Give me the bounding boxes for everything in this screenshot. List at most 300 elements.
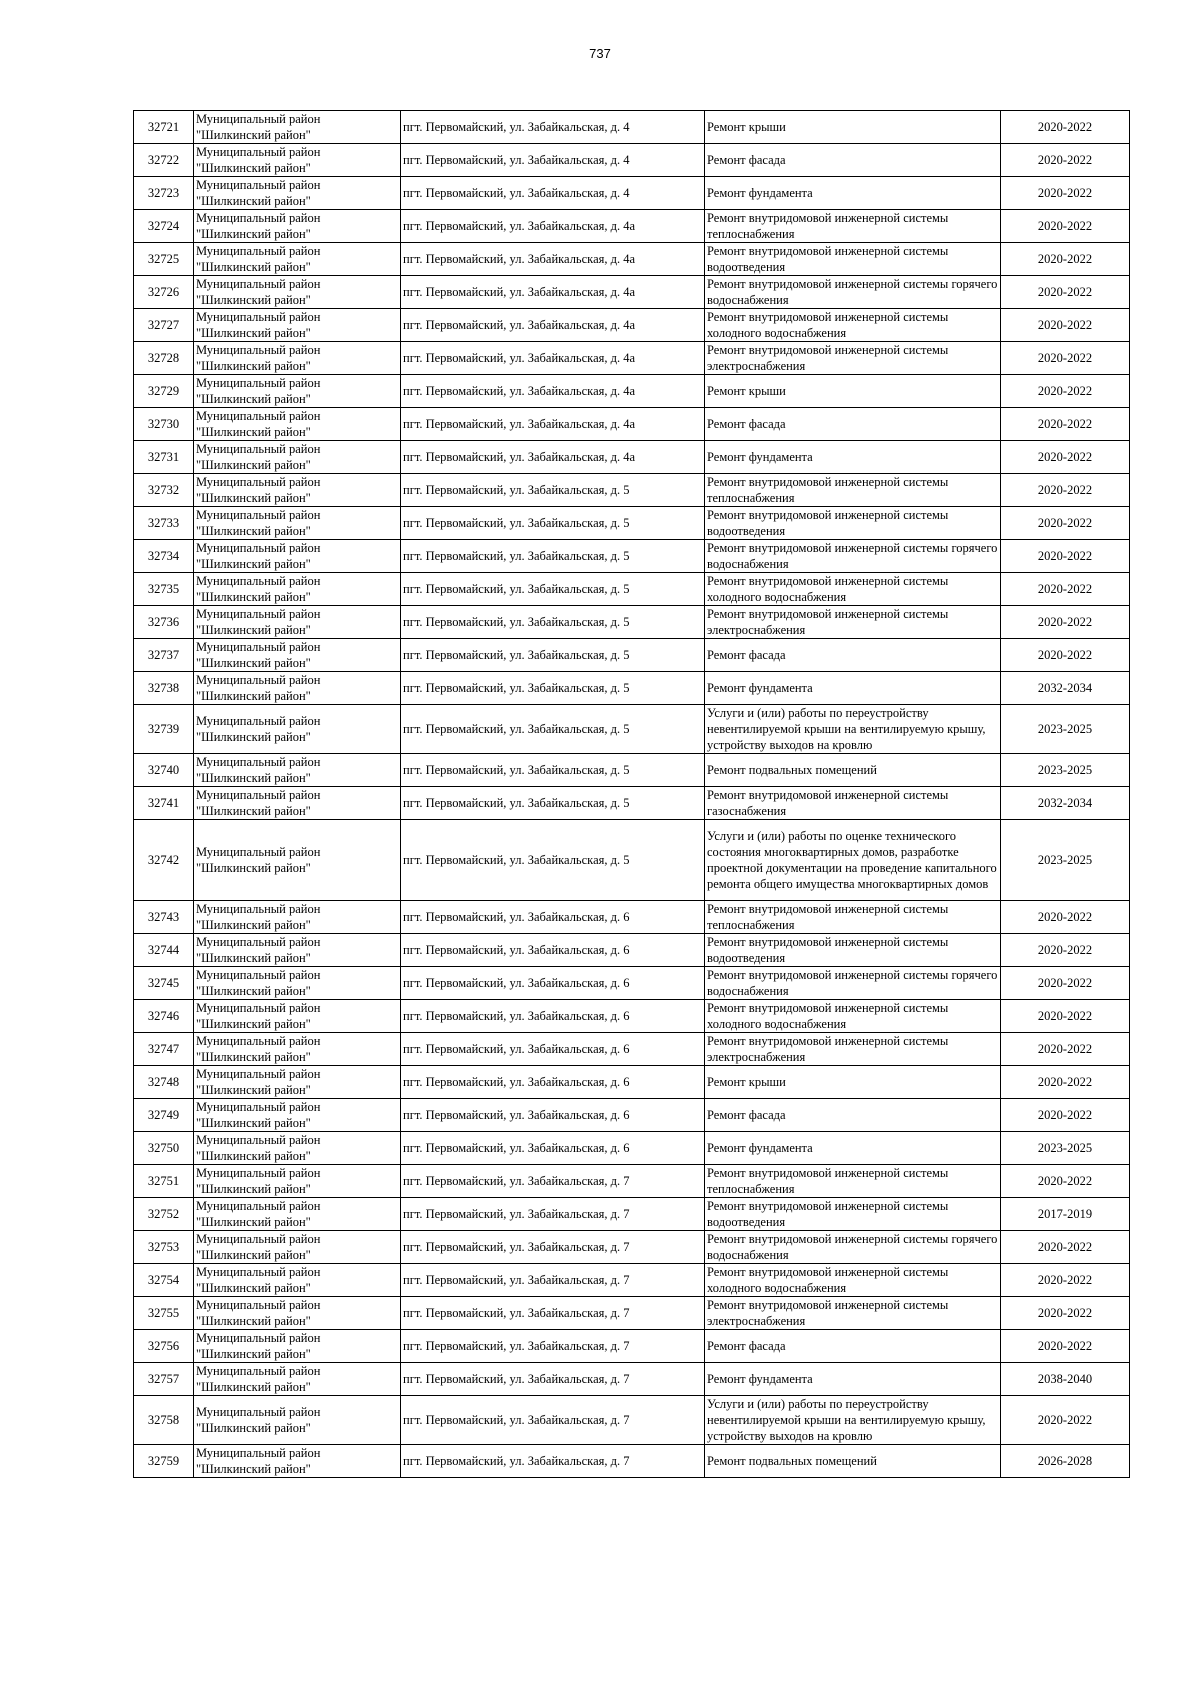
municipality-cell xyxy=(194,705,401,754)
table-row xyxy=(134,705,1130,754)
municipality-cell-text: Муниципальный район "Шилкинский район" xyxy=(196,1166,321,1196)
row-number xyxy=(134,507,194,540)
table-row xyxy=(134,1000,1130,1033)
address-cell xyxy=(401,1330,705,1363)
row-number-text: 32737 xyxy=(147,648,180,662)
work-type-cell xyxy=(705,606,1001,639)
period-cell xyxy=(1001,1297,1130,1330)
municipality-cell xyxy=(194,1132,401,1165)
table-row xyxy=(134,342,1130,375)
work-type-cell xyxy=(705,1132,1001,1165)
table-row xyxy=(134,967,1130,1000)
work-type-cell xyxy=(705,507,1001,540)
address-cell-text: пгт. Первомайский, ул. Забайкальская, д. 6 xyxy=(403,976,630,990)
address-cell xyxy=(401,441,705,474)
work-type-cell xyxy=(705,111,1001,144)
municipality-cell-text: Муниципальный район "Шилкинский район" xyxy=(196,244,321,274)
municipality-cell xyxy=(194,1445,401,1478)
municipality-cell-text: Муниципальный район "Шилкинский район" xyxy=(196,1265,321,1295)
table-row xyxy=(134,1165,1130,1198)
work-type-cell-text: Ремонт внутридомовой инженерной системы водоотведения xyxy=(707,1199,949,1229)
period-cell xyxy=(1001,342,1130,375)
work-type-cell xyxy=(705,1445,1001,1478)
work-type-cell xyxy=(705,177,1001,210)
address-cell-text: пгт. Первомайский, ул. Забайкальская, д. 6 xyxy=(403,1141,630,1155)
municipality-cell-text: Муниципальный район "Шилкинский район" xyxy=(196,178,321,208)
row-number xyxy=(134,540,194,573)
period-cell xyxy=(1001,1099,1130,1132)
work-type-cell xyxy=(705,639,1001,672)
address-cell xyxy=(401,672,705,705)
period-cell-text: 2020-2022 xyxy=(1037,384,1093,398)
address-cell xyxy=(401,210,705,243)
table-row xyxy=(134,820,1130,901)
work-type-cell-text: Ремонт внутридомовой инженерной системы водоотведения xyxy=(707,508,949,538)
municipality-cell xyxy=(194,111,401,144)
address-cell xyxy=(401,243,705,276)
work-type-cell-text: Услуги и (или) работы по переустройству невентилируемой крыши на вентилируемую крышу, устройству выходов на кровлю xyxy=(707,706,986,752)
municipality-cell-text: Муниципальный район "Шилкинский район" xyxy=(196,935,321,965)
period-cell-text: 2020-2022 xyxy=(1037,1413,1093,1427)
work-type-cell xyxy=(705,309,1001,342)
period-cell xyxy=(1001,1198,1130,1231)
period-cell-text: 2020-2022 xyxy=(1037,219,1093,233)
address-cell xyxy=(401,177,705,210)
work-type-cell-text: Ремонт внутридомовой инженерной системы горячего водоснабжения xyxy=(707,968,998,998)
period-cell-text: 2020-2022 xyxy=(1037,285,1093,299)
work-type-cell-text: Ремонт фасада xyxy=(707,153,786,167)
address-cell xyxy=(401,507,705,540)
row-number xyxy=(134,1132,194,1165)
row-number xyxy=(134,375,194,408)
period-cell-text: 2020-2022 xyxy=(1037,1009,1093,1023)
work-type-cell-text: Ремонт внутридомовой инженерной системы водоотведения xyxy=(707,935,949,965)
table-row xyxy=(134,1297,1130,1330)
address-cell-text: пгт. Первомайский, ул. Забайкальская, д. 7 xyxy=(403,1306,630,1320)
period-cell-text: 2020-2022 xyxy=(1037,1339,1093,1353)
municipality-cell xyxy=(194,1000,401,1033)
period-cell xyxy=(1001,1363,1130,1396)
work-type-cell-text: Ремонт внутридомовой инженерной системы холодного водоснабжения xyxy=(707,1265,949,1295)
row-number-text: 32753 xyxy=(147,1240,180,1254)
work-type-cell xyxy=(705,573,1001,606)
row-number-text: 32733 xyxy=(147,516,180,530)
period-cell-text: 2026-2028 xyxy=(1037,1454,1093,1468)
period-cell xyxy=(1001,474,1130,507)
municipality-cell-text: Муниципальный район "Шилкинский район" xyxy=(196,1364,321,1394)
period-cell xyxy=(1001,177,1130,210)
work-type-cell-text: Ремонт внутридомовой инженерной системы водоотведения xyxy=(707,244,949,274)
period-cell xyxy=(1001,309,1130,342)
table-row xyxy=(134,276,1130,309)
row-number-text: 32722 xyxy=(147,153,180,167)
row-number-text: 32745 xyxy=(147,976,180,990)
period-cell-text: 2020-2022 xyxy=(1037,483,1093,497)
address-cell-text: пгт. Первомайский, ул. Забайкальская, д. 7 xyxy=(403,1372,630,1386)
municipality-cell-text: Муниципальный район "Шилкинский район" xyxy=(196,1232,321,1262)
row-number xyxy=(134,1445,194,1478)
table-row xyxy=(134,672,1130,705)
period-cell-text: 2023-2025 xyxy=(1037,763,1093,777)
work-type-cell-text: Ремонт крыши xyxy=(707,384,786,398)
address-cell-text: пгт. Первомайский, ул. Забайкальская, д. 5 xyxy=(403,763,630,777)
row-number xyxy=(134,1033,194,1066)
row-number-text: 32730 xyxy=(147,417,180,431)
row-number-text: 32754 xyxy=(147,1273,180,1287)
work-type-cell-text: Ремонт внутридомовой инженерной системы холодного водоснабжения xyxy=(707,574,949,604)
municipality-cell xyxy=(194,573,401,606)
table-row xyxy=(134,1198,1130,1231)
address-cell xyxy=(401,754,705,787)
table-row xyxy=(134,1099,1130,1132)
address-cell xyxy=(401,787,705,820)
municipality-cell-text: Муниципальный район "Шилкинский район" xyxy=(196,475,321,505)
work-type-cell xyxy=(705,342,1001,375)
address-cell-text: пгт. Первомайский, ул. Забайкальская, д. 7 xyxy=(403,1413,630,1427)
period-cell-text: 2020-2022 xyxy=(1037,318,1093,332)
period-cell xyxy=(1001,441,1130,474)
row-number-text: 32749 xyxy=(147,1108,180,1122)
work-type-cell xyxy=(705,967,1001,1000)
table-row xyxy=(134,1132,1130,1165)
work-type-cell xyxy=(705,144,1001,177)
address-cell xyxy=(401,1445,705,1478)
period-cell xyxy=(1001,1000,1130,1033)
address-cell-text: пгт. Первомайский, ул. Забайкальская, д. 5 xyxy=(403,681,630,695)
municipality-cell-text: Муниципальный район "Шилкинский район" xyxy=(196,607,321,637)
work-type-cell-text: Ремонт внутридомовой инженерной системы электроснабжения xyxy=(707,1298,949,1328)
period-cell-text: 2020-2022 xyxy=(1037,153,1093,167)
period-cell-text: 2020-2022 xyxy=(1037,549,1093,563)
row-number-text: 32731 xyxy=(147,450,180,464)
row-number-text: 32759 xyxy=(147,1454,180,1468)
municipality-cell-text: Муниципальный район "Шилкинский район" xyxy=(196,1034,321,1064)
work-type-cell xyxy=(705,1000,1001,1033)
address-cell xyxy=(401,705,705,754)
row-number-text: 32742 xyxy=(147,853,180,867)
address-cell-text: пгт. Первомайский, ул. Забайкальская, д. 4а xyxy=(403,351,636,365)
period-cell-text: 2038-2040 xyxy=(1037,1372,1093,1386)
municipality-cell-text: Муниципальный район "Шилкинский район" xyxy=(196,1446,321,1476)
period-cell-text: 2020-2022 xyxy=(1037,1075,1093,1089)
row-number xyxy=(134,1165,194,1198)
address-cell-text: пгт. Первомайский, ул. Забайкальская, д. 4 xyxy=(403,120,630,134)
table-row xyxy=(134,540,1130,573)
period-cell-text: 2020-2022 xyxy=(1037,615,1093,629)
row-number xyxy=(134,820,194,901)
row-number-text: 32735 xyxy=(147,582,180,596)
address-cell xyxy=(401,1099,705,1132)
period-cell xyxy=(1001,1330,1130,1363)
table-row xyxy=(134,243,1130,276)
municipality-cell-text: Муниципальный район "Шилкинский район" xyxy=(196,1133,321,1163)
row-number-text: 32756 xyxy=(147,1339,180,1353)
row-number-text: 32740 xyxy=(147,763,180,777)
municipality-cell xyxy=(194,243,401,276)
work-type-cell-text: Ремонт подвальных помещений xyxy=(707,1454,877,1468)
period-cell xyxy=(1001,901,1130,934)
row-number-text: 32758 xyxy=(147,1413,180,1427)
work-type-cell xyxy=(705,408,1001,441)
table-row xyxy=(134,1445,1130,1478)
work-type-cell-text: Ремонт внутридомовой инженерной системы газоснабжения xyxy=(707,788,949,818)
row-number-text: 32746 xyxy=(147,1009,180,1023)
row-number xyxy=(134,1099,194,1132)
address-cell-text: пгт. Первомайский, ул. Забайкальская, д. 7 xyxy=(403,1273,630,1287)
row-number-text: 32729 xyxy=(147,384,180,398)
municipality-cell xyxy=(194,754,401,787)
period-cell xyxy=(1001,375,1130,408)
row-number-text: 32721 xyxy=(147,120,180,134)
row-number-text: 32757 xyxy=(147,1372,180,1386)
row-number xyxy=(134,144,194,177)
work-type-cell xyxy=(705,1033,1001,1066)
address-cell xyxy=(401,1198,705,1231)
work-type-cell xyxy=(705,1396,1001,1445)
work-type-cell-text: Ремонт внутридомовой инженерной системы холодного водоснабжения xyxy=(707,1001,949,1031)
period-cell xyxy=(1001,1396,1130,1445)
address-cell-text: пгт. Первомайский, ул. Забайкальская, д. 6 xyxy=(403,1009,630,1023)
municipality-cell-text: Муниципальный район "Шилкинский район" xyxy=(196,310,321,340)
row-number-text: 32736 xyxy=(147,615,180,629)
table-row xyxy=(134,111,1130,144)
address-cell-text: пгт. Первомайский, ул. Забайкальская, д. 6 xyxy=(403,910,630,924)
period-cell xyxy=(1001,820,1130,901)
work-type-cell xyxy=(705,276,1001,309)
work-type-cell-text: Ремонт фундамента xyxy=(707,450,813,464)
municipality-cell xyxy=(194,967,401,1000)
municipality-cell xyxy=(194,210,401,243)
period-cell-text: 2017-2019 xyxy=(1037,1207,1093,1221)
period-cell xyxy=(1001,276,1130,309)
address-cell xyxy=(401,276,705,309)
table-row xyxy=(134,375,1130,408)
municipality-cell-text: Муниципальный район "Шилкинский район" xyxy=(196,673,321,703)
table-row xyxy=(134,507,1130,540)
address-cell-text: пгт. Первомайский, ул. Забайкальская, д. 4а xyxy=(403,219,636,233)
period-cell xyxy=(1001,787,1130,820)
period-cell-text: 2020-2022 xyxy=(1037,186,1093,200)
address-cell xyxy=(401,967,705,1000)
address-cell xyxy=(401,342,705,375)
work-type-cell xyxy=(705,1198,1001,1231)
address-cell xyxy=(401,144,705,177)
municipality-cell xyxy=(194,540,401,573)
municipality-cell-text: Муниципальный район "Шилкинский район" xyxy=(196,442,321,472)
row-number xyxy=(134,934,194,967)
address-cell-text: пгт. Первомайский, ул. Забайкальская, д. 6 xyxy=(403,1108,630,1122)
municipality-cell-text: Муниципальный район "Шилкинский район" xyxy=(196,902,321,932)
address-cell-text: пгт. Первомайский, ул. Забайкальская, д. 5 xyxy=(403,796,630,810)
row-number xyxy=(134,787,194,820)
municipality-cell-text: Муниципальный район "Шилкинский район" xyxy=(196,277,321,307)
period-cell-text: 2020-2022 xyxy=(1037,417,1093,431)
repair-schedule-table xyxy=(133,110,1130,1478)
municipality-cell-text: Муниципальный район "Шилкинский район" xyxy=(196,788,321,818)
work-type-cell-text: Ремонт внутридомовой инженерной системы горячего водоснабжения xyxy=(707,541,998,571)
period-cell xyxy=(1001,1445,1130,1478)
work-type-cell xyxy=(705,1165,1001,1198)
municipality-cell xyxy=(194,177,401,210)
municipality-cell xyxy=(194,507,401,540)
period-cell xyxy=(1001,1132,1130,1165)
period-cell xyxy=(1001,705,1130,754)
row-number xyxy=(134,1363,194,1396)
address-cell xyxy=(401,934,705,967)
row-number xyxy=(134,1066,194,1099)
work-type-cell-text: Ремонт внутридомовой инженерной системы холодного водоснабжения xyxy=(707,310,949,340)
row-number-text: 32727 xyxy=(147,318,180,332)
municipality-cell xyxy=(194,342,401,375)
address-cell xyxy=(401,901,705,934)
address-cell xyxy=(401,309,705,342)
municipality-cell xyxy=(194,1363,401,1396)
municipality-cell-text: Муниципальный район "Шилкинский район" xyxy=(196,968,321,998)
address-cell xyxy=(401,1396,705,1445)
address-cell-text: пгт. Первомайский, ул. Забайкальская, д. 5 xyxy=(403,853,630,867)
period-cell-text: 2020-2022 xyxy=(1037,1306,1093,1320)
work-type-cell xyxy=(705,705,1001,754)
work-type-cell xyxy=(705,210,1001,243)
work-type-cell-text: Ремонт внутридомовой инженерной системы электроснабжения xyxy=(707,343,949,373)
row-number-text: 32739 xyxy=(147,722,180,736)
row-number xyxy=(134,243,194,276)
table-row xyxy=(134,474,1130,507)
row-number-text: 32741 xyxy=(147,796,180,810)
work-type-cell xyxy=(705,901,1001,934)
period-cell-text: 2020-2022 xyxy=(1037,976,1093,990)
municipality-cell-text: Муниципальный район "Шилкинский район" xyxy=(196,376,321,406)
period-cell xyxy=(1001,111,1130,144)
row-number xyxy=(134,1198,194,1231)
address-cell-text: пгт. Первомайский, ул. Забайкальская, д. 6 xyxy=(403,1042,630,1056)
address-cell xyxy=(401,408,705,441)
row-number-text: 32747 xyxy=(147,1042,180,1056)
municipality-cell xyxy=(194,309,401,342)
period-cell xyxy=(1001,1264,1130,1297)
address-cell xyxy=(401,1066,705,1099)
period-cell-text: 2020-2022 xyxy=(1037,1240,1093,1254)
row-number xyxy=(134,342,194,375)
row-number-text: 32732 xyxy=(147,483,180,497)
address-cell xyxy=(401,1264,705,1297)
work-type-cell xyxy=(705,1099,1001,1132)
address-cell xyxy=(401,474,705,507)
row-number-text: 32728 xyxy=(147,351,180,365)
address-cell-text: пгт. Первомайский, ул. Забайкальская, д. 5 xyxy=(403,582,630,596)
work-type-cell-text: Ремонт внутридомовой инженерной системы теплоснабжения xyxy=(707,475,949,505)
period-cell xyxy=(1001,672,1130,705)
municipality-cell xyxy=(194,1066,401,1099)
address-cell xyxy=(401,820,705,901)
table-row xyxy=(134,177,1130,210)
row-number-text: 32748 xyxy=(147,1075,180,1089)
address-cell-text: пгт. Первомайский, ул. Забайкальская, д. 4а xyxy=(403,252,636,266)
work-type-cell-text: Ремонт внутридомовой инженерной системы теплоснабжения xyxy=(707,902,949,932)
municipality-cell xyxy=(194,1264,401,1297)
period-cell-text: 2032-2034 xyxy=(1037,681,1093,695)
municipality-cell xyxy=(194,639,401,672)
address-cell-text: пгт. Первомайский, ул. Забайкальская, д. 4 xyxy=(403,153,630,167)
period-cell-text: 2020-2022 xyxy=(1037,120,1093,134)
row-number xyxy=(134,408,194,441)
table-row xyxy=(134,606,1130,639)
municipality-cell-text: Муниципальный район "Шилкинский район" xyxy=(196,574,321,604)
table-row xyxy=(134,1264,1130,1297)
row-number-text: 32723 xyxy=(147,186,180,200)
municipality-cell xyxy=(194,901,401,934)
municipality-cell xyxy=(194,1231,401,1264)
period-cell xyxy=(1001,1066,1130,1099)
municipality-cell xyxy=(194,1033,401,1066)
address-cell-text: пгт. Первомайский, ул. Забайкальская, д. 4а xyxy=(403,318,636,332)
row-number-text: 32750 xyxy=(147,1141,180,1155)
period-cell xyxy=(1001,934,1130,967)
work-type-cell xyxy=(705,441,1001,474)
municipality-cell-text: Муниципальный район "Шилкинский район" xyxy=(196,343,321,373)
work-type-cell xyxy=(705,243,1001,276)
work-type-cell-text: Ремонт крыши xyxy=(707,1075,786,1089)
work-type-cell xyxy=(705,1330,1001,1363)
period-cell-text: 2023-2025 xyxy=(1037,722,1093,736)
address-cell xyxy=(401,540,705,573)
period-cell xyxy=(1001,144,1130,177)
period-cell-text: 2020-2022 xyxy=(1037,252,1093,266)
period-cell xyxy=(1001,967,1130,1000)
address-cell xyxy=(401,1165,705,1198)
work-type-cell xyxy=(705,1363,1001,1396)
row-number xyxy=(134,309,194,342)
address-cell xyxy=(401,1231,705,1264)
period-cell-text: 2020-2022 xyxy=(1037,943,1093,957)
work-type-cell xyxy=(705,1264,1001,1297)
municipality-cell-text: Муниципальный район "Шилкинский район" xyxy=(196,145,321,175)
work-type-cell-text: Ремонт фундамента xyxy=(707,186,813,200)
work-type-cell xyxy=(705,754,1001,787)
municipality-cell xyxy=(194,934,401,967)
table-row xyxy=(134,144,1130,177)
row-number xyxy=(134,901,194,934)
row-number xyxy=(134,474,194,507)
work-type-cell xyxy=(705,540,1001,573)
work-type-cell-text: Ремонт фундамента xyxy=(707,681,813,695)
row-number-text: 32755 xyxy=(147,1306,180,1320)
table-row xyxy=(134,787,1130,820)
period-cell-text: 2020-2022 xyxy=(1037,516,1093,530)
municipality-cell-text: Муниципальный район "Шилкинский район" xyxy=(196,1298,321,1328)
period-cell xyxy=(1001,639,1130,672)
address-cell-text: пгт. Первомайский, ул. Забайкальская, д. 4 xyxy=(403,186,630,200)
table-row xyxy=(134,1033,1130,1066)
work-type-cell-text: Ремонт внутридомовой инженерной системы горячего водоснабжения xyxy=(707,1232,998,1262)
address-cell-text: пгт. Первомайский, ул. Забайкальская, д. 5 xyxy=(403,549,630,563)
period-cell xyxy=(1001,573,1130,606)
period-cell xyxy=(1001,210,1130,243)
address-cell-text: пгт. Первомайский, ул. Забайкальская, д. 4а xyxy=(403,384,636,398)
period-cell-text: 2020-2022 xyxy=(1037,1273,1093,1287)
work-type-cell-text: Ремонт подвальных помещений xyxy=(707,763,877,777)
municipality-cell-text: Муниципальный район "Шилкинский район" xyxy=(196,508,321,538)
address-cell-text: пгт. Первомайский, ул. Забайкальская, д. 5 xyxy=(403,516,630,530)
row-number-text: 32738 xyxy=(147,681,180,695)
period-cell xyxy=(1001,1165,1130,1198)
address-cell-text: пгт. Первомайский, ул. Забайкальская, д. 7 xyxy=(403,1339,630,1353)
municipality-cell xyxy=(194,1198,401,1231)
table-row xyxy=(134,754,1130,787)
address-cell-text: пгт. Первомайский, ул. Забайкальская, д. 5 xyxy=(403,483,630,497)
work-type-cell xyxy=(705,1297,1001,1330)
table-body xyxy=(134,111,1130,1478)
